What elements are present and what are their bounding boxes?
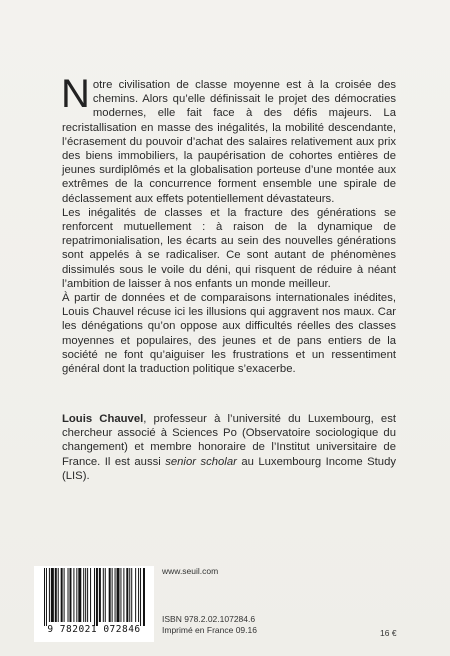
blurb-paragraph-1	[61, 72, 396, 206]
barcode-bar	[87, 568, 88, 622]
publisher-website: www.seuil.com	[162, 566, 219, 576]
barcode-bar	[109, 568, 111, 622]
barcode-bar	[73, 568, 74, 622]
barcode-bar	[68, 568, 69, 622]
printed-in: Imprimé en France 09.16	[162, 625, 257, 635]
barcode-bar	[69, 568, 71, 622]
author-bio	[62, 412, 396, 483]
barcode-bar	[64, 568, 65, 622]
barcode-bar	[131, 568, 132, 622]
barcode-bar	[117, 568, 120, 622]
blurb-paragraph-3: À partir de données et de comparaisons internationales inédites, Louis Chauvel récuse ici les illusions qui aggravent nos maux. Car les dénégations qu’on oppose aux difficultés réelles des classes moyennes et populaires, des jeunes et de pans entiers de la société ne font qu’aiguiser les frustrations et un ressentiment général dont la traduction politique s’exacerbe.	[62, 292, 396, 376]
author-bio-italic: senior scholar	[165, 455, 237, 468]
barcode-digits: 9 782021 072846	[47, 624, 141, 635]
barcode-bar	[103, 568, 104, 622]
barcode-bar	[58, 568, 59, 622]
blurb-paragraph-1-text: otre civilisation de classe moyenne est à la croisée des chemins. Alors qu’elle définissait le projet des démocraties modernes, elle fait face à des défis majeurs. La recristallisation en masse des inégalités, la mobilité descendante, l’écrasement du pouvoir d’achat des salaires relativement aux prix des biens immobiliers, la paupérisation de cohortes entières de jeunes surdiplômés et la globalisation porteuse d’une montée aux extrêmes de la concurrence forment ensemble une spirale de déclassement aux effets potentiellement dévastateurs.	[62, 79, 396, 205]
barcode-bar	[55, 568, 57, 622]
blurb-text	[61, 72, 396, 376]
barcode-bar	[120, 568, 121, 622]
barcode-bar	[96, 568, 98, 626]
barcode-bar	[129, 568, 130, 622]
barcode-bar	[61, 568, 63, 622]
price: 16 €	[380, 628, 397, 638]
barcode-bar	[140, 568, 141, 626]
barcode-bar	[44, 568, 45, 626]
isbn-number: ISBN 978.2.02.107284.6	[162, 614, 256, 624]
barcode-bar	[78, 568, 81, 622]
barcode-bar	[115, 568, 116, 622]
barcode-bar	[90, 568, 91, 622]
blurb-paragraph-2: Les inégalités de classes et la fracture des générations se renforcent mutuellement : à raison de la dynamique de repatrimonialisation, les écarts au sein des nouvelles générations sont appelés à se radicaliser. Ce sont autant de phénomènes dissimulés sous le voile du déni, qui risquent de réduire à néant l’ambition de laisser à nos enfants un monde meilleur.	[62, 206, 396, 290]
drop-cap: N	[61, 72, 90, 116]
barcode-bar	[46, 568, 47, 626]
barcode-bar	[112, 568, 113, 622]
author-name: Louis Chauvel	[62, 413, 144, 425]
barcode-bar	[83, 568, 84, 622]
barcode-bar	[85, 568, 86, 622]
author-bio-text-1: , professeur à l’université du Luxembourg, est chercheur associé à Sciences Po (Observatoire sociologique du changement) et membre honoraire de l’Institut universitaire de France. Il est aussi	[62, 413, 396, 468]
barcode	[34, 566, 154, 642]
isbn-block	[162, 614, 257, 636]
barcode-bar	[99, 568, 101, 622]
author-bio-text-2: au Luxembourg Income Study (LIS).	[62, 455, 396, 482]
barcode-bar	[135, 568, 136, 622]
barcode-bar	[123, 568, 124, 622]
barcode-bar	[51, 568, 54, 622]
barcode-bar	[138, 568, 139, 622]
barcode-bar	[105, 568, 106, 622]
barcode-bars	[34, 566, 154, 626]
barcode-bar	[143, 568, 145, 626]
barcode-bar	[49, 568, 50, 622]
barcode-bar	[94, 568, 95, 626]
barcode-bar	[126, 568, 128, 622]
barcode-bar	[76, 568, 77, 622]
